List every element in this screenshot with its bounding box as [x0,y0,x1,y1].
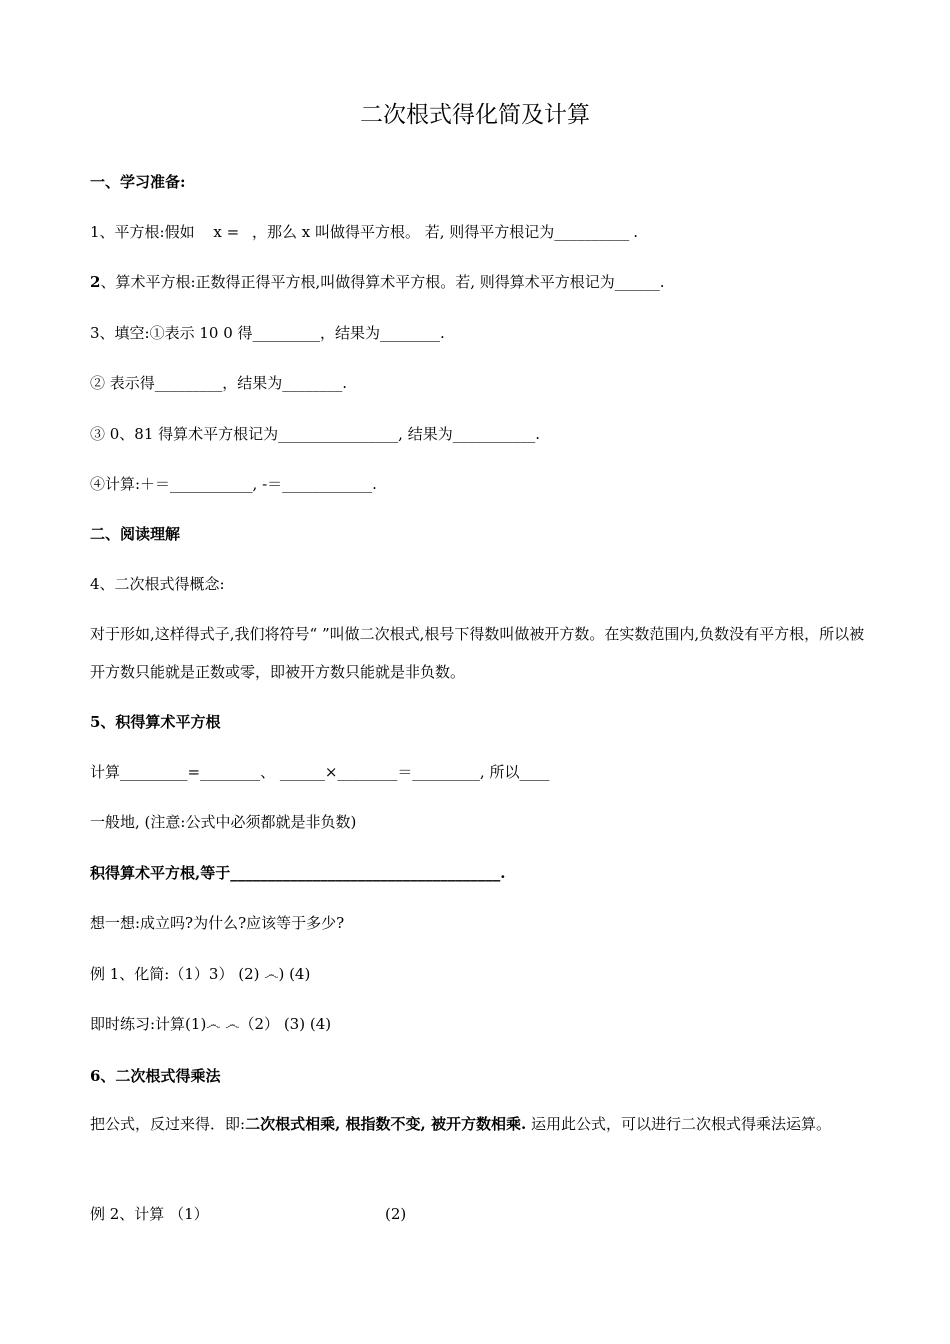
item-2-number: 2 [90,273,101,291]
item-5-calc-line: 计算_________=________、 ______×________＝_________, 所以____ [90,763,550,781]
multiplication-usage: 运用此公式，可以进行二次根式得乘法运算。 [526,1115,831,1133]
item-5-product-rule [90,863,505,883]
example-2-part-1: 例 2、计算 （1） [90,1205,209,1223]
item-3-fill-blank: 3、填空:①表示 10 0 得_________，结果为________. [90,324,445,342]
product-rule-end: . [500,864,506,882]
item-4-concept-paragraph: 对于形如,这样得式子,我们将符号“ ”叫做二次根式,根号下得数叫做被开方数。在实数范围内,负数没有平方根，所以被开方数只能就是正数或零，即被开方数只能就是非负数。 [90,625,865,681]
item-6-multiplication-paragraph [90,1105,865,1143]
item-1-square-root [90,222,638,242]
product-rule-text: 积得算术平方根,等于 [90,864,231,882]
section-2-heading: 二、阅读理解 [90,525,181,543]
item-2-text: 、算术平方根:正数得正得平方根,叫做得算术平方根。若, 则得算术平方根记为______. [100,273,665,291]
item-3-part-4: ④计算:＋＝___________, -＝____________. [90,475,377,493]
multiplication-rule: 二次根式相乘, 根指数不变, 被开方数相乘. [245,1115,527,1133]
item-1-blank: __________ [554,223,630,241]
item-3-part-2: ② 表示得_________，结果为________. [90,374,348,392]
example-1: 例 1、化简:（1）3） (2) ෴) (4) [90,965,311,983]
item-1-pre: 1、平方根:假如 [90,223,195,241]
item-1-mid: ，那么 x 叫做得平方根。 若, 则得平方根记为 [251,223,555,241]
section-5-heading: 5、积得算术平方根 [90,713,221,731]
item-4-heading: 4、二次根式得概念: [90,575,225,593]
multiplication-intro: 把公式，反过来得．即: [90,1115,246,1133]
item-5-general-note: 一般地, (注意:公式中必须都就是非负数) [90,813,357,831]
item-3-part-3: ③ 0、81 得算术平方根记为________________, 结果为___________. [90,425,540,443]
think-question: 想一想:成立吗?为什么?应该等于多少? [90,914,345,932]
section-6-heading: 6、二次根式得乘法 [90,1067,221,1085]
example-2 [90,1204,407,1224]
section-1-heading: 一、学习准备: [90,173,186,191]
item-1-x-equals: x = [213,223,240,241]
item-1-end: . [633,223,639,241]
product-rule-blank: ____________________________________ [230,864,501,882]
item-2-arithmetic-root [90,272,665,292]
practice-exercise: 即时练习:计算(1)෴ ෴（2） (3) (4) [90,1015,332,1033]
document-title: 二次根式得化简及计算 [360,102,590,128]
example-2-part-2: (2) [385,1205,407,1223]
